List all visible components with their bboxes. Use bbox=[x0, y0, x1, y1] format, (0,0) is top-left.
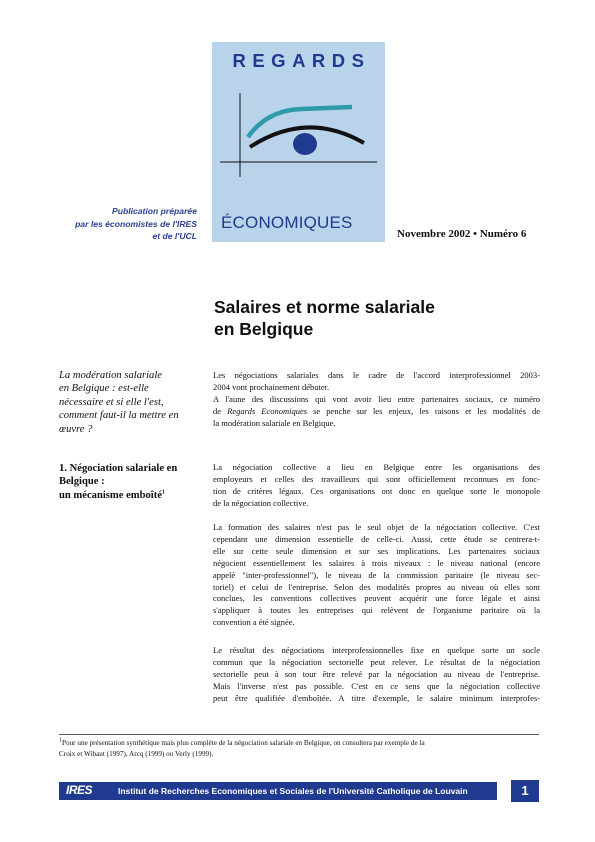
eye-curve-logo-icon bbox=[212, 85, 385, 180]
publication-note-line: par les économistes de l'IRES bbox=[75, 218, 197, 229]
body-paragraph-1 bbox=[213, 462, 540, 510]
quote-line: nécessaire et si elle l'est, bbox=[59, 396, 164, 408]
footnote-text: Pour une présentation synthétique mais plus complète de la négociation salariale en Belgique, on consultera par exemple de la bbox=[62, 739, 425, 747]
intro-text-fragment: se penche sur les enjeux, les raisons et les modalités de bbox=[307, 405, 540, 416]
body-line: de la négociation collective. bbox=[213, 497, 309, 508]
body-line: elle sur cette seule dimension et sur ses implications. Les partenaires sociaux bbox=[213, 545, 540, 556]
logo-pupil bbox=[293, 133, 317, 155]
body-line: Le résultat des négociations interprofessionnelles fixe en quelque sorte un socle bbox=[213, 645, 540, 655]
intro-line: 2004 vont prochainement débuter. bbox=[213, 381, 330, 392]
body-paragraph-2 bbox=[213, 522, 540, 629]
body-line: La formation des salaires n'est pas le seul objet de la négociation collective. C'est bbox=[213, 522, 540, 532]
quote-line: La modération salariale bbox=[59, 370, 162, 381]
section-heading-text: un mécanisme emboîté bbox=[59, 489, 162, 501]
section-heading-line: Belgique : bbox=[59, 476, 105, 488]
body-line: convention a été signée. bbox=[213, 617, 295, 628]
body-line: commun que la négociation sectorielle peut relever. Le résultat de la négociation bbox=[213, 656, 540, 667]
footnote-divider bbox=[59, 734, 539, 735]
masthead-title: REGARDS bbox=[232, 50, 371, 71]
intro-text-fragment: de bbox=[213, 405, 228, 416]
sidebar-pull-quote bbox=[59, 369, 201, 436]
body-line: toriel) et celui de l'entreprise. Selon des modalités propres au niveau où elles sont bbox=[213, 581, 540, 592]
page-number: 1 bbox=[521, 783, 529, 798]
issue-date-number: Novembre 2002 • Numéro 6 bbox=[397, 228, 527, 240]
quote-line: comment faut-il la mettre en bbox=[59, 410, 179, 422]
body-line: employeurs et celles des travailleurs qui sont officiellement reconnues en fonc- bbox=[213, 473, 540, 484]
intro-line-with-emphasis bbox=[213, 406, 540, 418]
footnote-marker: 1 bbox=[59, 737, 62, 744]
footnote-reference[interactable]: 1 bbox=[161, 489, 165, 496]
section-heading bbox=[59, 462, 204, 502]
intro-line: Les négociations salariales dans le cadre de l'accord interprofessionnel 2003- bbox=[213, 370, 540, 380]
body-paragraph-3 bbox=[213, 645, 540, 705]
publication-note bbox=[40, 205, 197, 243]
footer-institute-name: Institut de Recherches Economiques et Sociales de l'Université Catholique de Louvain bbox=[118, 786, 468, 796]
article-title-line: Salaires et norme salariale bbox=[214, 297, 435, 317]
body-line: appelé "inter-professionnel"), le niveau de la commission paritaire (le niveau sec- bbox=[213, 569, 540, 580]
body-line: Mais l'inverse n'est pas possible. C'est en ce sens que la négociation collective bbox=[213, 680, 540, 691]
quote-line: œuvre ? bbox=[59, 423, 93, 435]
body-line: peut être qualifiée d'emboîtée. A titre d'exemple, le salaire minimum interprofes- bbox=[213, 692, 540, 703]
section-heading-line: 1. Négociation salariale en bbox=[59, 463, 178, 474]
publication-note-line: Publication préparée bbox=[111, 206, 197, 216]
body-line: cependant une dimension essentielle de celle-ci. Aussi, cette étude se centrera-t- bbox=[213, 533, 540, 544]
ires-logo: IRES bbox=[66, 783, 93, 797]
section-heading-line-last bbox=[59, 489, 204, 502]
body-line: La négociation collective a lieu en Belgique entre les organisations des bbox=[213, 462, 540, 472]
footnote bbox=[59, 738, 541, 760]
body-line: sectorielle peut à son tour être relevé par la négociation au niveau de l'entreprise. bbox=[213, 668, 540, 679]
footnote-line: Croix et Wibaut (1997), Arcq (1999) ou Verly (1999). bbox=[59, 749, 214, 758]
masthead-subtitle: ÉCONOMIQUES bbox=[221, 213, 353, 232]
quote-line: en Belgique : est-elle bbox=[59, 383, 149, 395]
article-title bbox=[214, 297, 544, 340]
body-line: tion de critères légaux. Ces organisations ont donc en quelque sorte le monopole bbox=[213, 485, 540, 496]
article-title-line: en Belgique bbox=[214, 318, 314, 339]
body-line: conclues, les conventions collectives peuvent acquérir une force légale et ainsi bbox=[213, 593, 540, 604]
body-line: s'appliquer à toutes les entreprises qui relèvent de l'organisme paritaire où la bbox=[213, 605, 540, 616]
footnote-line bbox=[59, 738, 541, 749]
publication-name: Regards Economiques bbox=[227, 405, 308, 416]
intro-line: la modération salariale en Belgique. bbox=[213, 417, 336, 428]
publication-note-line: et de l'UCL bbox=[152, 231, 197, 242]
intro-text bbox=[213, 370, 540, 430]
body-line: négocient essentiellement les salaires à trois niveaux : le niveau national (encore bbox=[213, 557, 540, 568]
intro-line: A l'aune des discussions qui vont avoir lieu entre partenaires sociaux, ce numéro bbox=[213, 393, 540, 404]
